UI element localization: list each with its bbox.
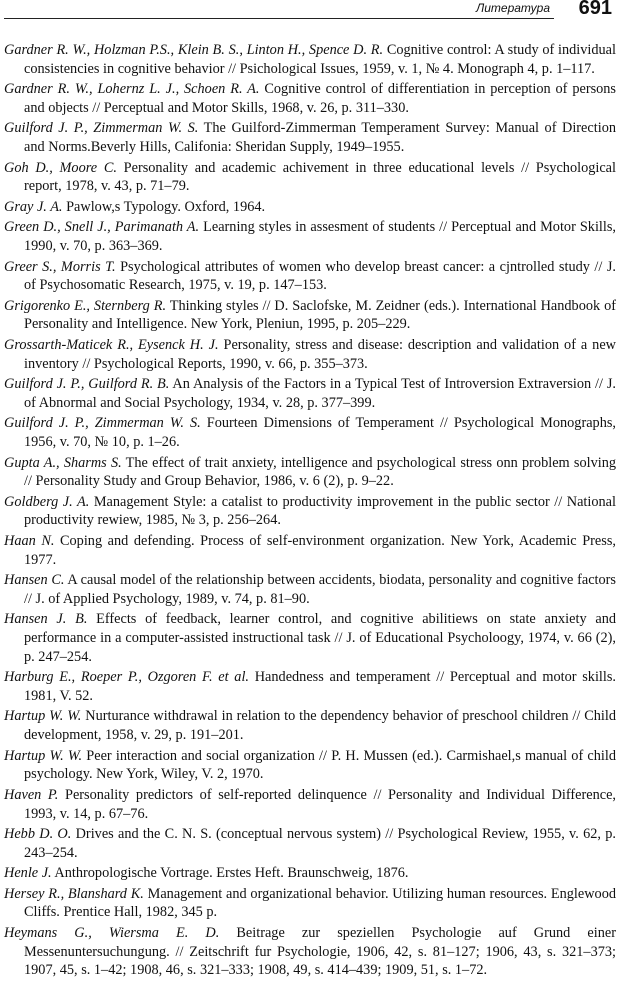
reference-text: The effect of trait anxiety, intelligence and psychological stress onn problem solving // Personality Study and Group Behavior, 1986, v. 6 (2), p. 9–22.	[24, 454, 616, 490]
page-header	[0, 0, 620, 22]
reference-entry	[4, 493, 616, 530]
reference-authors: Hartup W. W.	[4, 747, 83, 764]
reference-entry	[4, 80, 616, 117]
reference-text: Beitrage zur speziellen Psychologie auf Grund einer Messenuntersuchungung. // Zeitschrift fur Psychologie, 1906, 42, s. 81–127; 1906, 43, s. 321–373; 1907, 45, s. 1–42; 1908, 46, s. 321–333; 1908, 49, s. 414–439; 1909, 51, s. 1–72.	[24, 924, 616, 979]
reference-authors: Guilford J. P., Zimmerman W. S.	[4, 120, 199, 137]
reference-entry	[4, 571, 616, 608]
reference-entry	[4, 336, 616, 373]
reference-authors: Guilford J. P., Zimmerman W. S.	[4, 415, 201, 432]
reference-authors: Haven P.	[4, 786, 59, 803]
reference-text: Drives and the C. N. S. (conceptual nervous system) // Psychological Review, 1955, v. 62, p. 243–254.	[24, 826, 616, 861]
reference-text: Thinking styles // D. Saclofske, M. Zeidner (eds.). International Handbook of Personality and Intelligence. New York, Pleniun, 1995, p. 205–229.	[24, 297, 616, 333]
reference-entry	[4, 454, 616, 491]
reference-authors: Henle J.	[4, 865, 52, 882]
reference-authors: Harburg E., Roeper P., Ozgoren F. et al.	[4, 669, 249, 686]
reference-text: A causal model of the relationship between accidents, biodata, personality and cognitive factors // J. of Applied Psychology, 1989, v. 74, p. 81–90.	[24, 572, 616, 607]
reference-entry	[4, 218, 616, 255]
reference-authors: Gupta A., Sharms S.	[4, 454, 122, 471]
reference-entry	[4, 258, 616, 295]
page-number: 691	[578, 0, 612, 19]
reference-entry	[4, 825, 616, 862]
reference-entry	[4, 159, 616, 196]
reference-authors: Hansen J. B.	[4, 611, 88, 628]
reference-entry	[4, 924, 616, 980]
reference-authors: Guilford J. P., Guilford R. B.	[4, 376, 170, 393]
reference-text: Learning styles in assesment of students // Perceptual and Motor Skills, 1990, v. 70, p. 363–369.	[24, 219, 616, 255]
reference-text: Cognitive control of differentiation in perception of persons and objects // Perceptual and Motor Skills, 1968, v. 26, p. 311–330.	[24, 81, 616, 116]
reference-entry	[4, 786, 616, 823]
reference-entry	[4, 375, 616, 412]
reference-entry	[4, 707, 616, 744]
reference-entry	[4, 885, 616, 922]
reference-text: Management and organizational behavior. Utilizing human resources. Englewood Cliffs. Prentice Hall, 1982, 345 p.	[24, 885, 617, 921]
reference-authors: Gray J. A.	[4, 198, 63, 215]
reference-entry	[4, 747, 616, 784]
reference-authors: Hebb D. O.	[4, 826, 72, 843]
reference-entry	[4, 668, 616, 705]
reference-text: Handedness and temperament // Perceptual and motor skills. 1981, V. 52.	[24, 669, 616, 704]
reference-list	[4, 41, 616, 982]
reference-entry	[4, 297, 616, 334]
reference-authors: Hansen C.	[4, 572, 65, 589]
reference-authors: Greer S., Morris T.	[4, 258, 116, 275]
reference-text: Personality and academic achivement in three educational levels // Psychological report, 1978, v. 43, p. 71–79.	[24, 159, 616, 195]
reference-entry	[4, 864, 616, 883]
reference-authors: Gardner R. W., Lohernz L. J., Schoen R. A.	[4, 81, 260, 98]
reference-text: Effects of feedback, learner control, and cognitive abilitiews on state anxiety and performance in a computer-assisted instructional task // J. of Educational Psycholoogy, 1974, v. 66 (2), p. 247–254.	[24, 611, 616, 665]
reference-text: Management Style: a catalist to productivity improvement in the public sector // National productivity rewiew, 1985, № 3, p. 256–264.	[24, 493, 616, 529]
reference-text: Pawlow,s Typology. Oxford, 1964.	[62, 198, 266, 215]
reference-entry	[4, 198, 616, 217]
reference-authors: Heymans G., Wiersma E. D.	[4, 924, 220, 941]
reference-text: An Analysis of the Factors in a Typical Test of Introversion Extraversion // J. of Abnormal and Social Psychology, 1934, v. 28, p. 377–399.	[24, 376, 616, 411]
reference-text: Nurturance withdrawal in relation to the dependency behavior of preschool children // Child development, 1958, v. 29, p. 191–201.	[24, 708, 616, 744]
reference-text: Anthropologische Vortrage. Erstes Heft. Braunschweig, 1876.	[51, 865, 409, 882]
reference-text: Psychological attributes of women who develop breast cancer: a cjntrolled study // J. of Psychosomatic Research, 1975, v. 19, p. 147–153.	[24, 258, 616, 294]
reference-text: Peer interaction and social organization // P. H. Mussen (ed.). Carmishael,s manual of child psychology. New York, Wiley, V. 2, 1970.	[24, 747, 616, 783]
reference-text: Personality, stress and disease: description and validation of a new inventory // Psychological Reports, 1990, v. 66, p. 355–373.	[24, 336, 617, 372]
reference-authors: Green D., Snell J., Parimanath A.	[4, 219, 200, 236]
reference-text: Coping and defending. Process of self-environment organization. New York, Academic Press, 1977.	[24, 532, 616, 568]
reference-text: The Guilford-Zimmerman Temperament Survey: Manual of Direction and Norms.Beverly Hills, Califonia: Sheridan Supply, 1949–1955.	[24, 120, 616, 156]
reference-authors: Grossarth-Maticek R., Eysenck H. J.	[4, 336, 219, 353]
reference-authors: Haan N.	[4, 532, 55, 549]
reference-entry	[4, 610, 616, 666]
reference-authors: Grigorenko E., Sternberg R.	[4, 297, 167, 314]
reference-authors: Goldberg J. A.	[4, 493, 90, 510]
reference-text: Personality predictors of self-reported delinquence // Personality and Individual Difference, 1993, v. 14, p. 67–76.	[24, 786, 617, 822]
reference-text: Cognitive control: A study of individual consistencies in cognitive behavior // Psichological Issues, 1959, v. 1, № 4. Monograph 4, p. 1–117.	[24, 42, 616, 77]
section-title: Литература	[476, 1, 550, 15]
reference-authors: Hartup W. W.	[4, 708, 82, 725]
header-rule	[4, 18, 554, 19]
reference-text: Fourteen Dimensions of Temperament // Psychological Monographs, 1956, v. 70, № 10, p. 1–26.	[24, 415, 616, 451]
reference-entry	[4, 119, 616, 156]
reference-entry	[4, 41, 616, 78]
reference-entry	[4, 532, 616, 569]
reference-authors: Goh D., Moore C.	[4, 159, 117, 176]
reference-authors: Gardner R. W., Holzman P.S., Klein B. S., Linton H., Spence D. R.	[4, 42, 384, 58]
reference-entry	[4, 414, 616, 451]
reference-authors: Hersey R., Blanshard K.	[4, 885, 144, 902]
